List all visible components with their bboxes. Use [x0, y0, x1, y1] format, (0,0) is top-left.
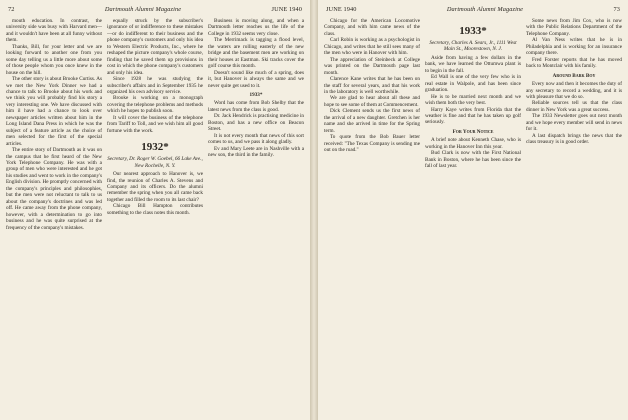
- left-page: [0, 0, 310, 420]
- body-paragraph: Harry Kaye writes from Florida that the weather is fine and that he has taken up golf seriously.: [425, 106, 521, 126]
- text-column: [107, 18, 203, 416]
- section-heading: 1933*: [249, 91, 263, 98]
- body-paragraph: To quote from the Bob Bauer letter received: "The Texas Company is sending me out on the road.": [324, 134, 420, 154]
- text-column: [6, 18, 102, 416]
- body-paragraph: A brief note about Kenneth Chase, who is working in the Hanover Inn this year.: [425, 137, 521, 150]
- body-paragraph: Ev and Mary Leete are in Nashville with a new son, the third in the family.: [208, 145, 304, 159]
- page-gutter: [310, 0, 318, 420]
- body-paragraph: Chicago Bill Hampton contributes something to the class notes this month.: [107, 203, 203, 216]
- body-paragraph: It will cover the business of the telephone from Tariff to Toll, and we wish him all good fortune with the work.: [107, 114, 203, 134]
- body-paragraph: Since 1928 he was studying the subscriber's affairs and in September 1935 he organized his own advisory service.: [107, 76, 203, 95]
- body-paragraph: Al Van Ness writes that he is in Philadelphia and is working for an insurance company there.: [526, 37, 622, 57]
- body-paragraph: Aside from having a few dollars in the bank, we have learned the Ottumwa plant is to begin in the fall.: [425, 54, 521, 74]
- body-paragraph: The 1933 Newsletter goes out next month and we hope every member will send in news for it.: [526, 113, 622, 133]
- body-paragraph: Dick Clement sends us the first news of the arrival of a new daughter. Gretchen is her name and she arrived in time for the Spring term.: [324, 108, 420, 134]
- body-paragraph: Doesn't sound like much of a spring, does it, but Hanover is always the same and we never quite get used to it.: [208, 69, 304, 89]
- text-column: [425, 18, 521, 416]
- body-paragraph: Bud Clark is now with the First National Bank in Boston, where he has been since the fall of last year.: [425, 150, 521, 170]
- body-paragraph: Carl Robin is working as a psychologist in Chicago, and writes that he still sees many of the men who were in Hanover with him.: [324, 37, 420, 57]
- body-paragraph: Fred Forster reports that he has moved back to Montclair with his family.: [526, 56, 622, 70]
- body-paragraph: Ed Wall is one of the very few who is in real estate in Walpole, and has been since graduation.: [425, 74, 521, 94]
- class-year-heading: 1933*: [459, 25, 487, 37]
- body-paragraph: Word has come from Bob Shelby that the latest news from the class is good.: [208, 100, 304, 113]
- body-paragraph: The Merrimack is tagging a flood level, the waters are rolling easterly of the new bridge and the basement men are working on their houses at Eastman. Ski tracks cover the golf course this month.: [208, 37, 304, 70]
- body-paragraph: equally struck by the subscriber's ignorance of or indifference to these mistakes—or do indifferent to their business and the phone company's customers and only his idea to Western Electric Products, Inc., where he reshaped the picture company's whole course, finding that he saved them up provisions in cost in which the phone company's customers and only his idea.: [107, 18, 203, 76]
- body-paragraph: We are glad to hear about all these and hope to see some of them at Commencement.: [324, 95, 420, 108]
- page-number: 72: [8, 6, 15, 13]
- body-paragraph: Dr. Jack Hendrick is practising medicine in Boston, and has a new office on Beacon Street.: [208, 113, 304, 133]
- body-paragraph: Some news from Jim Cox, who is now with the Public Relations Department of the Telephone Company.: [526, 18, 622, 37]
- class-year-heading: 1932*: [141, 141, 169, 154]
- body-paragraph: Brooke is working on a monograph covering the telephone problems and methods which he hopes to publish soon.: [107, 95, 203, 115]
- text-column: [526, 18, 622, 416]
- publication-title: Dartmouth Alumni Magazine: [446, 6, 524, 13]
- issue-date: JUNE 1940: [326, 6, 357, 13]
- issue-date: JUNE 1940: [271, 6, 302, 13]
- section-heading: For Your Notice: [452, 128, 494, 135]
- body-paragraph: The appreciation of Steinbeck at College was printed on the Dartmouth page last month.: [324, 56, 420, 76]
- body-paragraph: Every now and then it becomes the duty of any secretary to record a wedding, and it is with pleasure that we do so.: [526, 81, 622, 100]
- body-paragraph: Reliable sources tell us that the class dinner in New York was a great success.: [526, 100, 622, 113]
- body-paragraph: A last dispatch brings the news that the class treasury is in good order.: [526, 132, 622, 146]
- body-paragraph: He is to be married next month and we wish them both the very best.: [425, 93, 521, 107]
- publication-title: Dartmouth Alumni Magazine: [104, 6, 182, 13]
- right-page: [318, 0, 628, 420]
- page-number: 73: [613, 6, 620, 13]
- body-paragraph: Thanks, Bill, for your letter and we are looking forward to another one from you some day telling us a little more about some of those people whom you once knew in the house on the hill.: [6, 43, 102, 76]
- body-paragraph: It is not every month that news of this sort comes to us, and we pass it along gladly.: [208, 132, 304, 146]
- body-paragraph: Our nearest approach to Hanover is, we find, the reunion of Charles A. Stevens and Company and its officers. Do the alumni remember the spring when you all came back together and filled the room to its last chair?: [107, 171, 203, 203]
- body-paragraph: The other story is about Brooke Curtiss. As we met the New York Dinner we had a chance to talk to Brooke about his work and we think you will probably find his story a very interesting one. We have discussed with him il have had a chance to look over newspaper articles written about him in the Long Island Dana Press in which he was the subject of a feature article as the choice of men selected for the first of the special articles.: [6, 76, 102, 147]
- secretary-address: Secretary, Charles A. Sears, Jr., 1111 West Main St., Moorestown, N. J.: [429, 40, 517, 53]
- section-heading: Around Bark Boy: [552, 72, 596, 79]
- body-paragraph: Chicago for the American Locomotive Company, and with him came news of the class.: [324, 18, 420, 37]
- body-paragraph: The entire story of Dartmouth as it was on the campus that he first heard of the New York Telephone Company. He was with a group of men who were interested and he got his studies and went to work in the company's English division. He promptly concerned with the company's principles and philosophies, but the men were not reluctant to talk to us about the company's doctrines and was led off. He came away from the phone company, however, with a determination to go into business and he was quite surprised at the frequency of the company's mistakes.: [6, 147, 102, 231]
- body-paragraph: Clarence Kane writes that he has been on the staff for several years, and that his work in the laboratory is well worthwhile.: [324, 76, 420, 95]
- text-column: [208, 18, 304, 416]
- body-paragraph: Business is moving along, and when a Dartmouth letter reaches us the life of the College in 1932 seems very close.: [208, 18, 304, 37]
- secretary-address: Secretary, Dr. Roger W. Goebel, 66 Lake Ave., New Rochelle, N. Y.: [107, 156, 203, 169]
- text-column: [324, 18, 420, 416]
- left-running-head: [8, 5, 302, 15]
- right-running-head: [326, 5, 620, 15]
- body-paragraph: mouth education. In contrast, the university side was busy with Harvard men—and it wouldn't have been at all funny without them.: [6, 18, 102, 44]
